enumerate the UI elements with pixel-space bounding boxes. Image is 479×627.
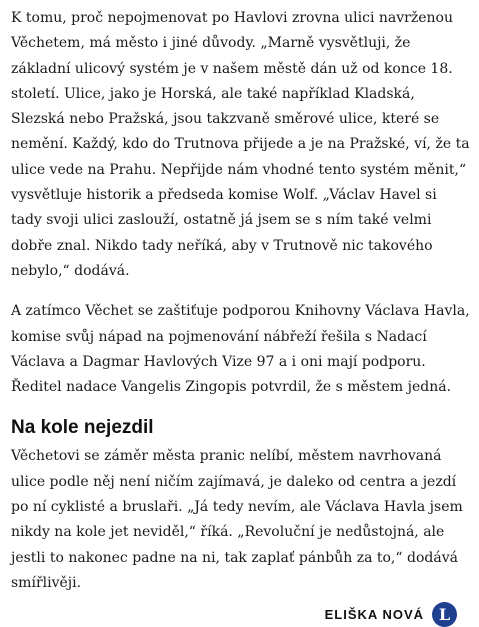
section-heading: Na kole nejezdil: [11, 417, 154, 439]
article-paragraph-1: K tomu, proč nepojmenovat po Havlovi zrovna ulici navrženou Věchetem, má město i jiné důvody. „Marně vysvětluji, že základní ulicový systém je v našem městě dán už od konce 18. století. Ulice, jako je Horská, ale také například Kladská, Slezská nebo Pražská, jsou takzvaně směrové ulice, které se nemění. Každý, kdo do Trutnova přijede a je na Pražské, ví, že ta ulice vede na Prahu. Nepřijde nám vhodné tento systém měnit,“ vysvětluje historik a předseda komise Wolf. „Václav Havel si tady svoji ulici zaslouží, ostatně já jsem se s ním také velmi dobře znal. Nikdo tady neříká, aby v Trutnově nic takového nebylo,“ dodává.: [11, 10, 470, 279]
publisher-logo-icon: L: [432, 602, 457, 627]
article-paragraph-2: A zatímco Věchet se zaštiťuje podporou Knihovny Václava Havla, komise svůj nápad na pojmenování nábřeží řešila s Nadací Václava a Dagmar Havlových Vize 97 a i oni mají podporu. Ředitel nadace Vangelis Zingopis potvrdil, že s městem jedná.: [11, 303, 470, 396]
author-byline: [11, 602, 471, 627]
article-paragraph-3: Věchetovi se záměr města pranic nelíbí, městem navrhovaná ulice podle něj není ničím zajímavá, je daleko od centra a jezdí po ní cyklisté a bruslaři. „Já tedy nevím, ale Václava Havla jsem nikdy na kole jet neviděl,“ říká. „Revoluční je nedůstojná, ale jestli to nakonec padne na ni, tak zaplať pánbůh za to,“ dodává smířlivěji.: [11, 448, 463, 591]
author-name: ELIŠKA NOVÁ: [324, 607, 424, 623]
